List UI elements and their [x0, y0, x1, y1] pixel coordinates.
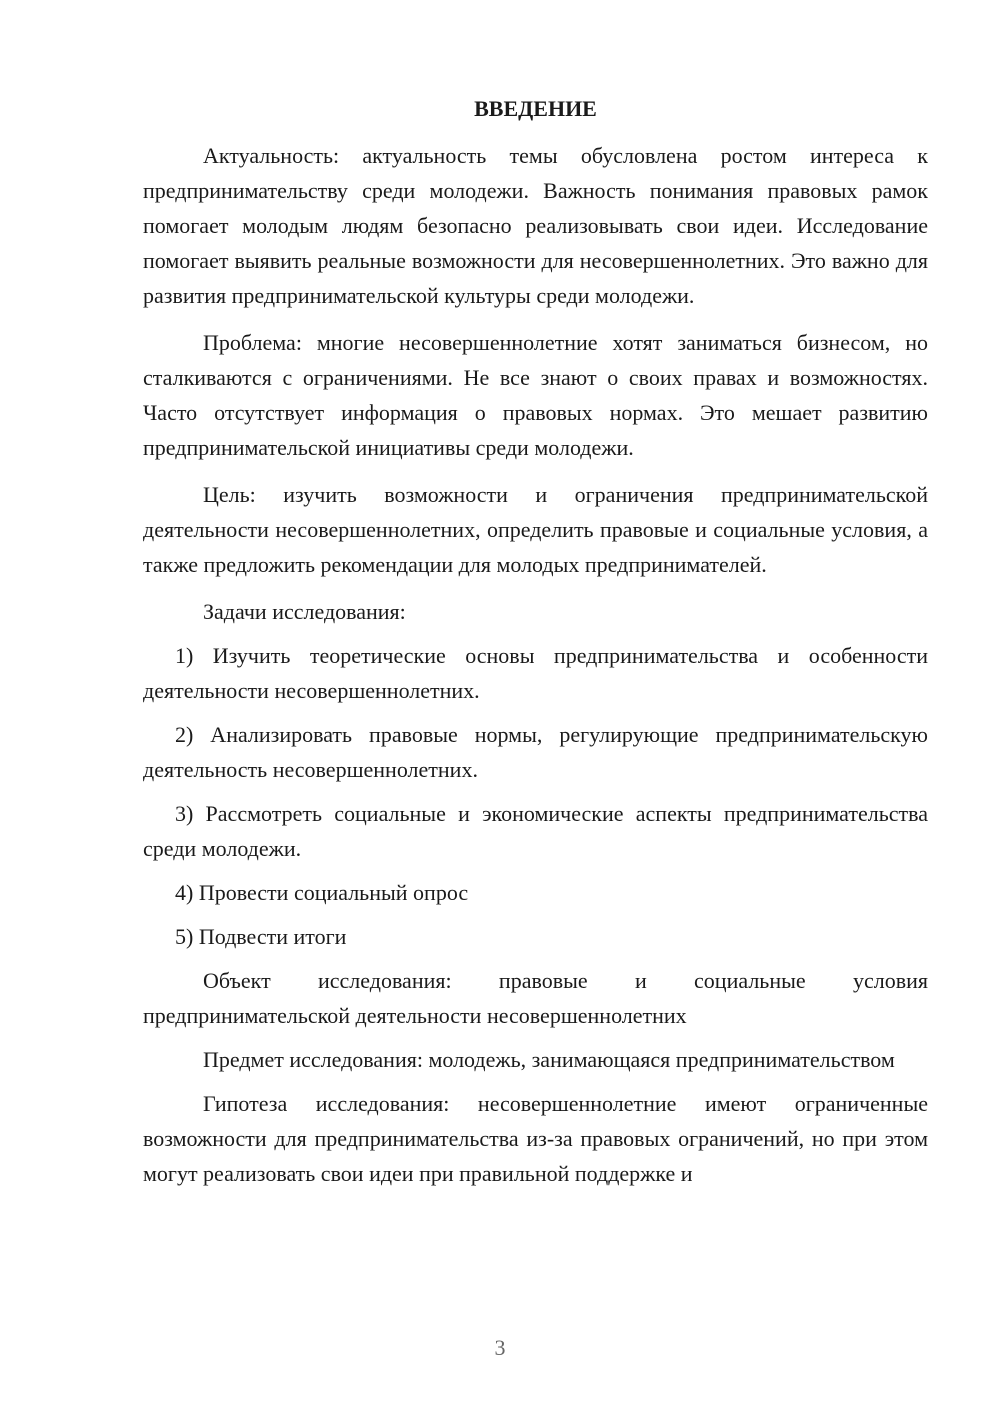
- document-page: [143, 94, 928, 1191]
- list-item-task-4: 4) Провести социальный опрос: [175, 880, 469, 905]
- paragraph-tasks-heading: Задачи исследования:: [203, 599, 406, 624]
- paragraph-problem: Проблема: многие несовершеннолетние хотят заниматься бизнесом, но сталкиваются с ограничениями. Не все знают о своих правах и возможностях. Часто отсутствует информация о правовых нормах. Это мешает развитию предпринимательской инициативы среди молодежи.: [143, 330, 928, 460]
- list-item-task-5: 5) Подвести итоги: [175, 924, 347, 949]
- list-item-task-2: 2) Анализировать правовые нормы, регулирующие предпринимательскую деятельность несовершеннолетних.: [143, 722, 928, 782]
- paragraph-hypothesis: Гипотеза исследования: несовершеннолетние имеют ограниченные возможности для предпринимательства из-за правовых ограничений, но при этом могут реализовать свои идеи при правильной поддержке и: [143, 1091, 928, 1186]
- section-title: ВВЕДЕНИЕ: [474, 96, 597, 121]
- paragraph-object: Объект исследования: правовые и социальные условия предпринимательской деятельности несовершеннолетних: [143, 968, 928, 1028]
- paragraph-goal: Цель: изучить возможности и ограничения предпринимательской деятельности несовершеннолетних, определить правовые и социальные условия, а также предложить рекомендации для молодых предпринимателей.: [143, 482, 928, 577]
- list-item-task-3: 3) Рассмотреть социальные и экономические аспекты предпринимательства среди молодежи.: [143, 801, 928, 861]
- list-item-task-1: 1) Изучить теоретические основы предпринимательства и особенности деятельности несовершеннолетних.: [143, 643, 928, 703]
- page-number: 3: [494, 1335, 506, 1360]
- paragraph-relevance: Актуальность: актуальность темы обусловлена ростом интереса к предпринимательству среди молодежи. Важность понимания правовых рамок помогает молодым людям безопасно реализовывать свои идеи. Исследование помогает выявить реальные возможности для несовершеннолетних. Это важно для развития предпринимательской культуры среди молодежи.: [143, 143, 928, 308]
- paragraph-subject: Предмет исследования: молодежь, занимающаяся предпринимательством: [203, 1047, 895, 1072]
